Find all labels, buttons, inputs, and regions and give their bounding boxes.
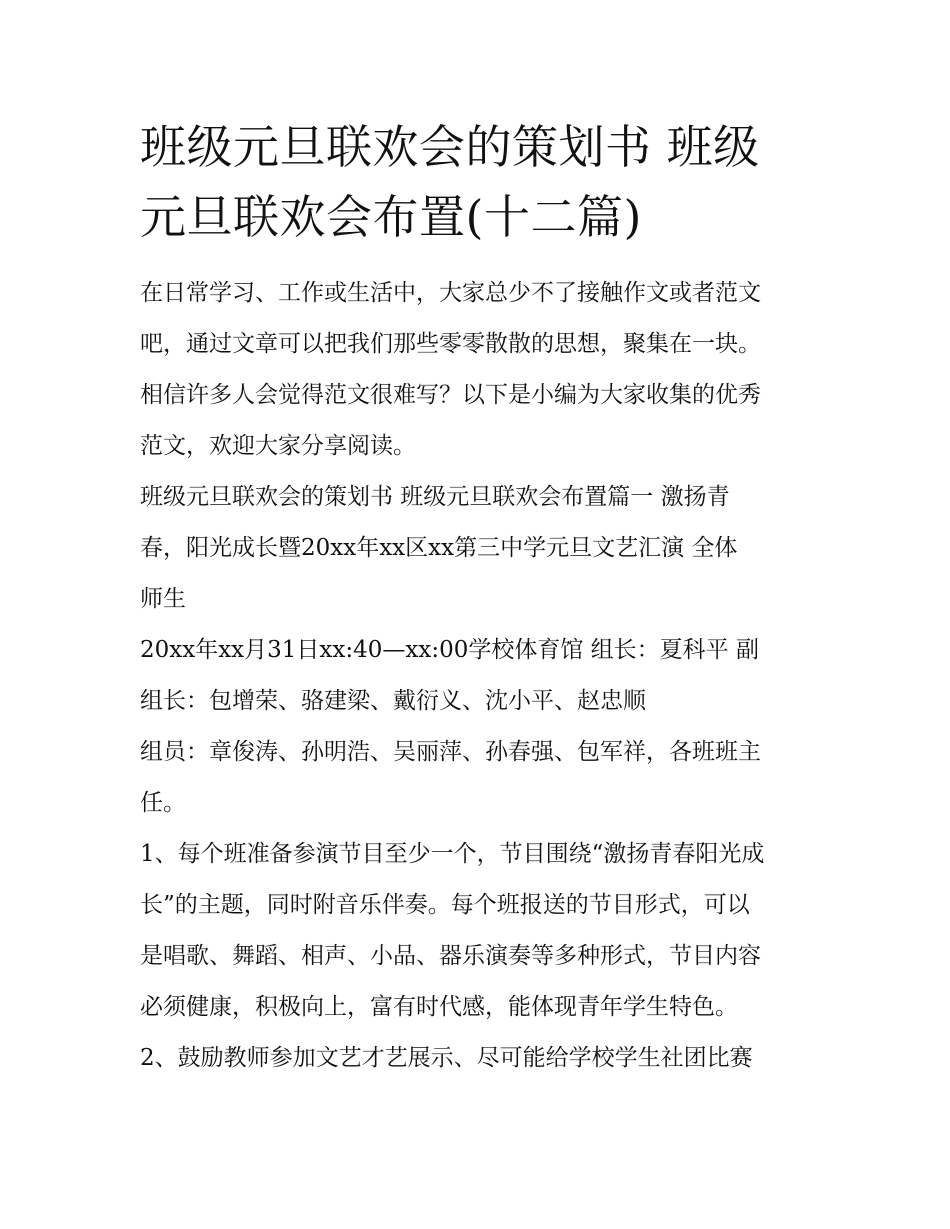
intro-paragraph: 在日常学习、工作或生活中，大家总少不了接触作文或者范文 吧，通过文章可以把我们那些零零散散的思想，聚集在一块。 相信许多人会觉得范文很难写？以下是小编为大家收集的优秀 范文，欢迎大家分享阅读。 (140, 280, 761, 459)
time-place-leaders-paragraph: 20xx年xx月31日xx:40—xx:00学校体育馆 组长：夏科平 副 组长：包增荣、骆建梁、戴衍义、沈小平、赵忠顺 (140, 637, 759, 714)
document-title: 班级元旦联欢会的策划书 班级 元旦联欢会布置(十二篇) (140, 120, 760, 244)
requirement-item-2: 2、鼓励教师参加文艺才艺展示、尽可能给学校学生社团比赛 (140, 1045, 753, 1071)
event-theme-paragraph: 班级元旦联欢会的策划书 班级元旦联欢会布置篇一 激扬青 春，阳光成长暨20xx年xx区xx第三中学元旦文艺汇演 全体 师生 (140, 484, 738, 612)
document-body (140, 268, 812, 1084)
document-page (140, 112, 812, 1084)
members-paragraph: 组员：章俊涛、孙明浩、吴丽萍、孙春强、包军祥，各班班主 任。 (140, 739, 761, 816)
requirement-item-1: 1、每个班准备参演节目至少一个，节目围绕“激扬青春阳光成 长”的主题，同时附音乐伴奏。每个班报送的节目形式，可以 是唱歌、舞蹈、相声、小品、器乐演奏等多种形式，节目内容 必须健康，积极向上，富有时代感，能体现青年学生特色。 (140, 841, 765, 1020)
